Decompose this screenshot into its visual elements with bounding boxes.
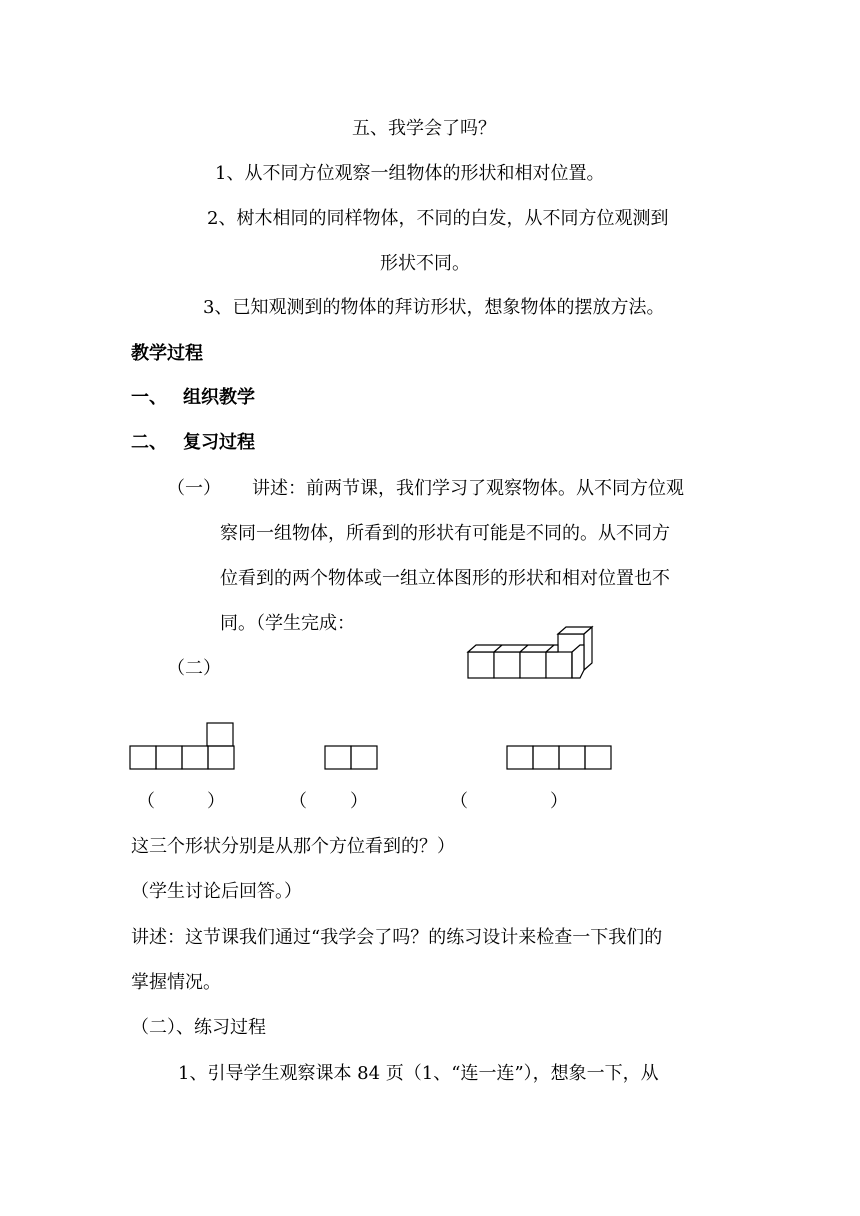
review-line-4: 同。（学生完成： — [220, 613, 355, 634]
question-line: 这三个形状分别是从那个方位看到的？） — [131, 836, 455, 857]
view-shape-2 — [324, 745, 380, 773]
practice-line-1: 1、引导学生观察课本 84 页（1、“连一连”），想象一下，从 — [178, 1063, 659, 1084]
review-line-1: 讲述：前两节课，我们学习了观察物体。从不同方位观 — [252, 478, 684, 499]
step-2-label: 复习过程 — [183, 432, 255, 453]
answer-blank-2-open: （ — [289, 791, 307, 812]
review-line-2: 察同一组物体，所看到的形状有可能是不同的。从不同方 — [220, 523, 670, 544]
answer-blank-1-close: ） — [207, 791, 225, 812]
figure-marker: （二） — [167, 658, 221, 679]
practice-heading: （二）、练习过程 — [131, 1017, 266, 1038]
answer-blank-3-close: ） — [550, 791, 568, 812]
review-marker: （一） — [167, 478, 221, 499]
cube-arrangement-figure — [466, 630, 606, 682]
answer-blank-1-open: （ — [137, 791, 155, 812]
narration-line-1: 讲述：这节课我们通过“我学会了吗？的练习设计来检查一下我们的 — [131, 927, 663, 948]
process-heading: 教学过程 — [131, 343, 203, 364]
step-1-number: 一、 — [131, 387, 167, 408]
answer-blank-2-close: ） — [350, 791, 368, 812]
step-2-number: 二、 — [131, 432, 167, 453]
goal-2-cont: 形状不同。 — [380, 253, 470, 274]
view-shape-1 — [129, 722, 239, 772]
discussion-line: （学生讨论后回答。） — [131, 881, 302, 902]
goal-1: 1、从不同方位观察一组物体的形状和相对位置。 — [215, 163, 605, 184]
section-title: 五、我学会了吗？ — [352, 118, 496, 139]
goal-2: 2、树木相同的同样物体，不同的白发，从不同方位观测到 — [207, 208, 669, 229]
review-line-3: 位看到的两个物体或一组立体图形的形状和相对位置也不 — [220, 568, 670, 589]
view-shape-3 — [506, 745, 614, 773]
narration-line-2: 掌握情况。 — [131, 972, 221, 993]
step-1-label: 组织教学 — [183, 387, 255, 408]
answer-blank-3-open: （ — [450, 791, 468, 812]
goal-3: 3、已知观测到的物体的拜访形状，想象物体的摆放方法。 — [203, 297, 665, 318]
